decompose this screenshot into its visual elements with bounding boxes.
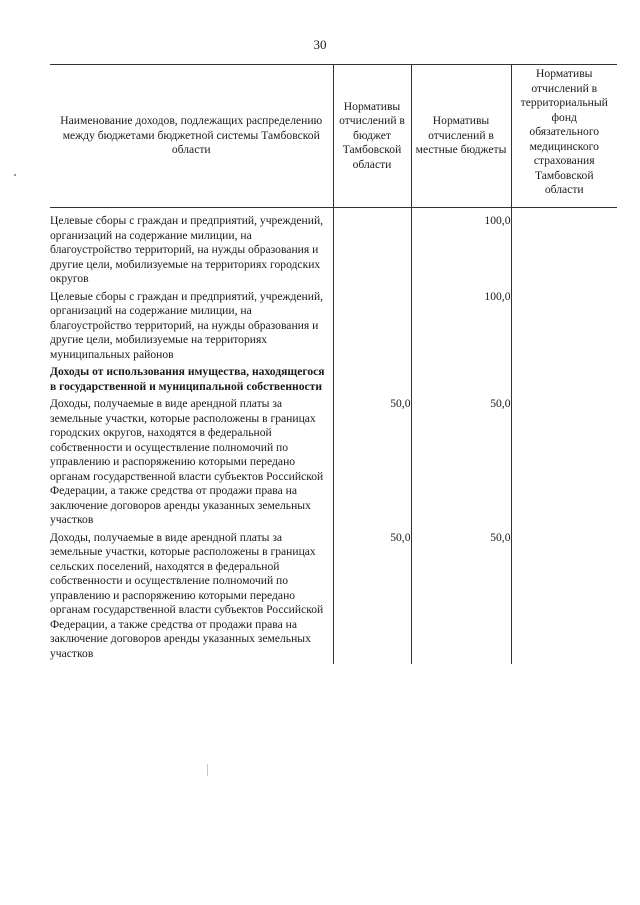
row-local-value: 100,0 — [411, 208, 511, 290]
row-fund-value — [511, 397, 617, 531]
row-regional-value: 50,0 — [333, 397, 411, 531]
row-regional-value — [333, 365, 411, 397]
table-row — [50, 290, 617, 366]
row-regional-value — [333, 290, 411, 366]
row-fund-value — [511, 290, 617, 366]
section-heading: Доходы от использования имущества, находящегося в государственной и муниципальной собственности — [50, 365, 325, 393]
header-local-budgets: Нормативы отчислений в местные бюджеты — [411, 65, 511, 208]
table-header-row — [50, 65, 617, 208]
row-local-value: 50,0 — [411, 531, 511, 665]
row-name: Целевые сборы с граждан и предприятий, учреждений, организаций на содержание милиции, на благоустройство территорий, на нужды образования и другие цели, мобилизуемые на территориях городских округов — [50, 214, 324, 285]
table-row — [50, 531, 617, 665]
row-regional-value — [333, 208, 411, 290]
row-regional-value: 50,0 — [333, 531, 411, 665]
row-local-value: 100,0 — [411, 290, 511, 366]
revenue-distribution-table — [50, 64, 617, 664]
row-fund-value — [511, 531, 617, 665]
table-row-section-heading — [50, 365, 617, 397]
row-local-value — [411, 365, 511, 397]
header-regional-budget: Нормативы отчислений в бюджет Тамбовской области — [333, 65, 411, 208]
table-row — [50, 397, 617, 531]
row-local-value: 50,0 — [411, 397, 511, 531]
page-number: 30 — [313, 37, 327, 52]
scan-speck — [14, 174, 16, 176]
header-medical-insurance-fund: Нормативы отчислений в территориальный фонд обязательного медицинского страхования Тамбовской области — [511, 65, 617, 208]
row-fund-value — [511, 365, 617, 397]
header-revenue-name: Наименование доходов, подлежащих распределению между бюджетами бюджетной системы Тамбовской области — [50, 65, 333, 208]
table-row — [50, 208, 617, 290]
scan-speck — [207, 764, 208, 776]
row-name: Целевые сборы с граждан и предприятий, учреждений, организаций на содержание милиции, на благоустройство территорий, на нужды образования и другие цели, мобилизуемые на территориях муниципальных районов — [50, 289, 324, 361]
row-name: Доходы, получаемые в виде арендной платы за земельные участки, которые расположены в границах городских округов, находятся в федеральной собственности и осуществление полномочий по управлению и распоряжению которыми передано органам государственной власти субъектов Российской Федерации, а также средства от продажи права на заключение договоров аренды указанных земельных участков — [50, 397, 324, 526]
row-name: Доходы, получаемые в виде арендной платы за земельные участки, которые расположены в границах сельских поселений, находятся в федеральной собственности и осуществление полномочий по управлению и распоряжению которыми передано органам государственной власти субъектов Российской Федерации, а также средства от продажи права на заключение договоров аренды указанных земельных участков — [50, 530, 324, 660]
row-fund-value — [511, 208, 617, 290]
